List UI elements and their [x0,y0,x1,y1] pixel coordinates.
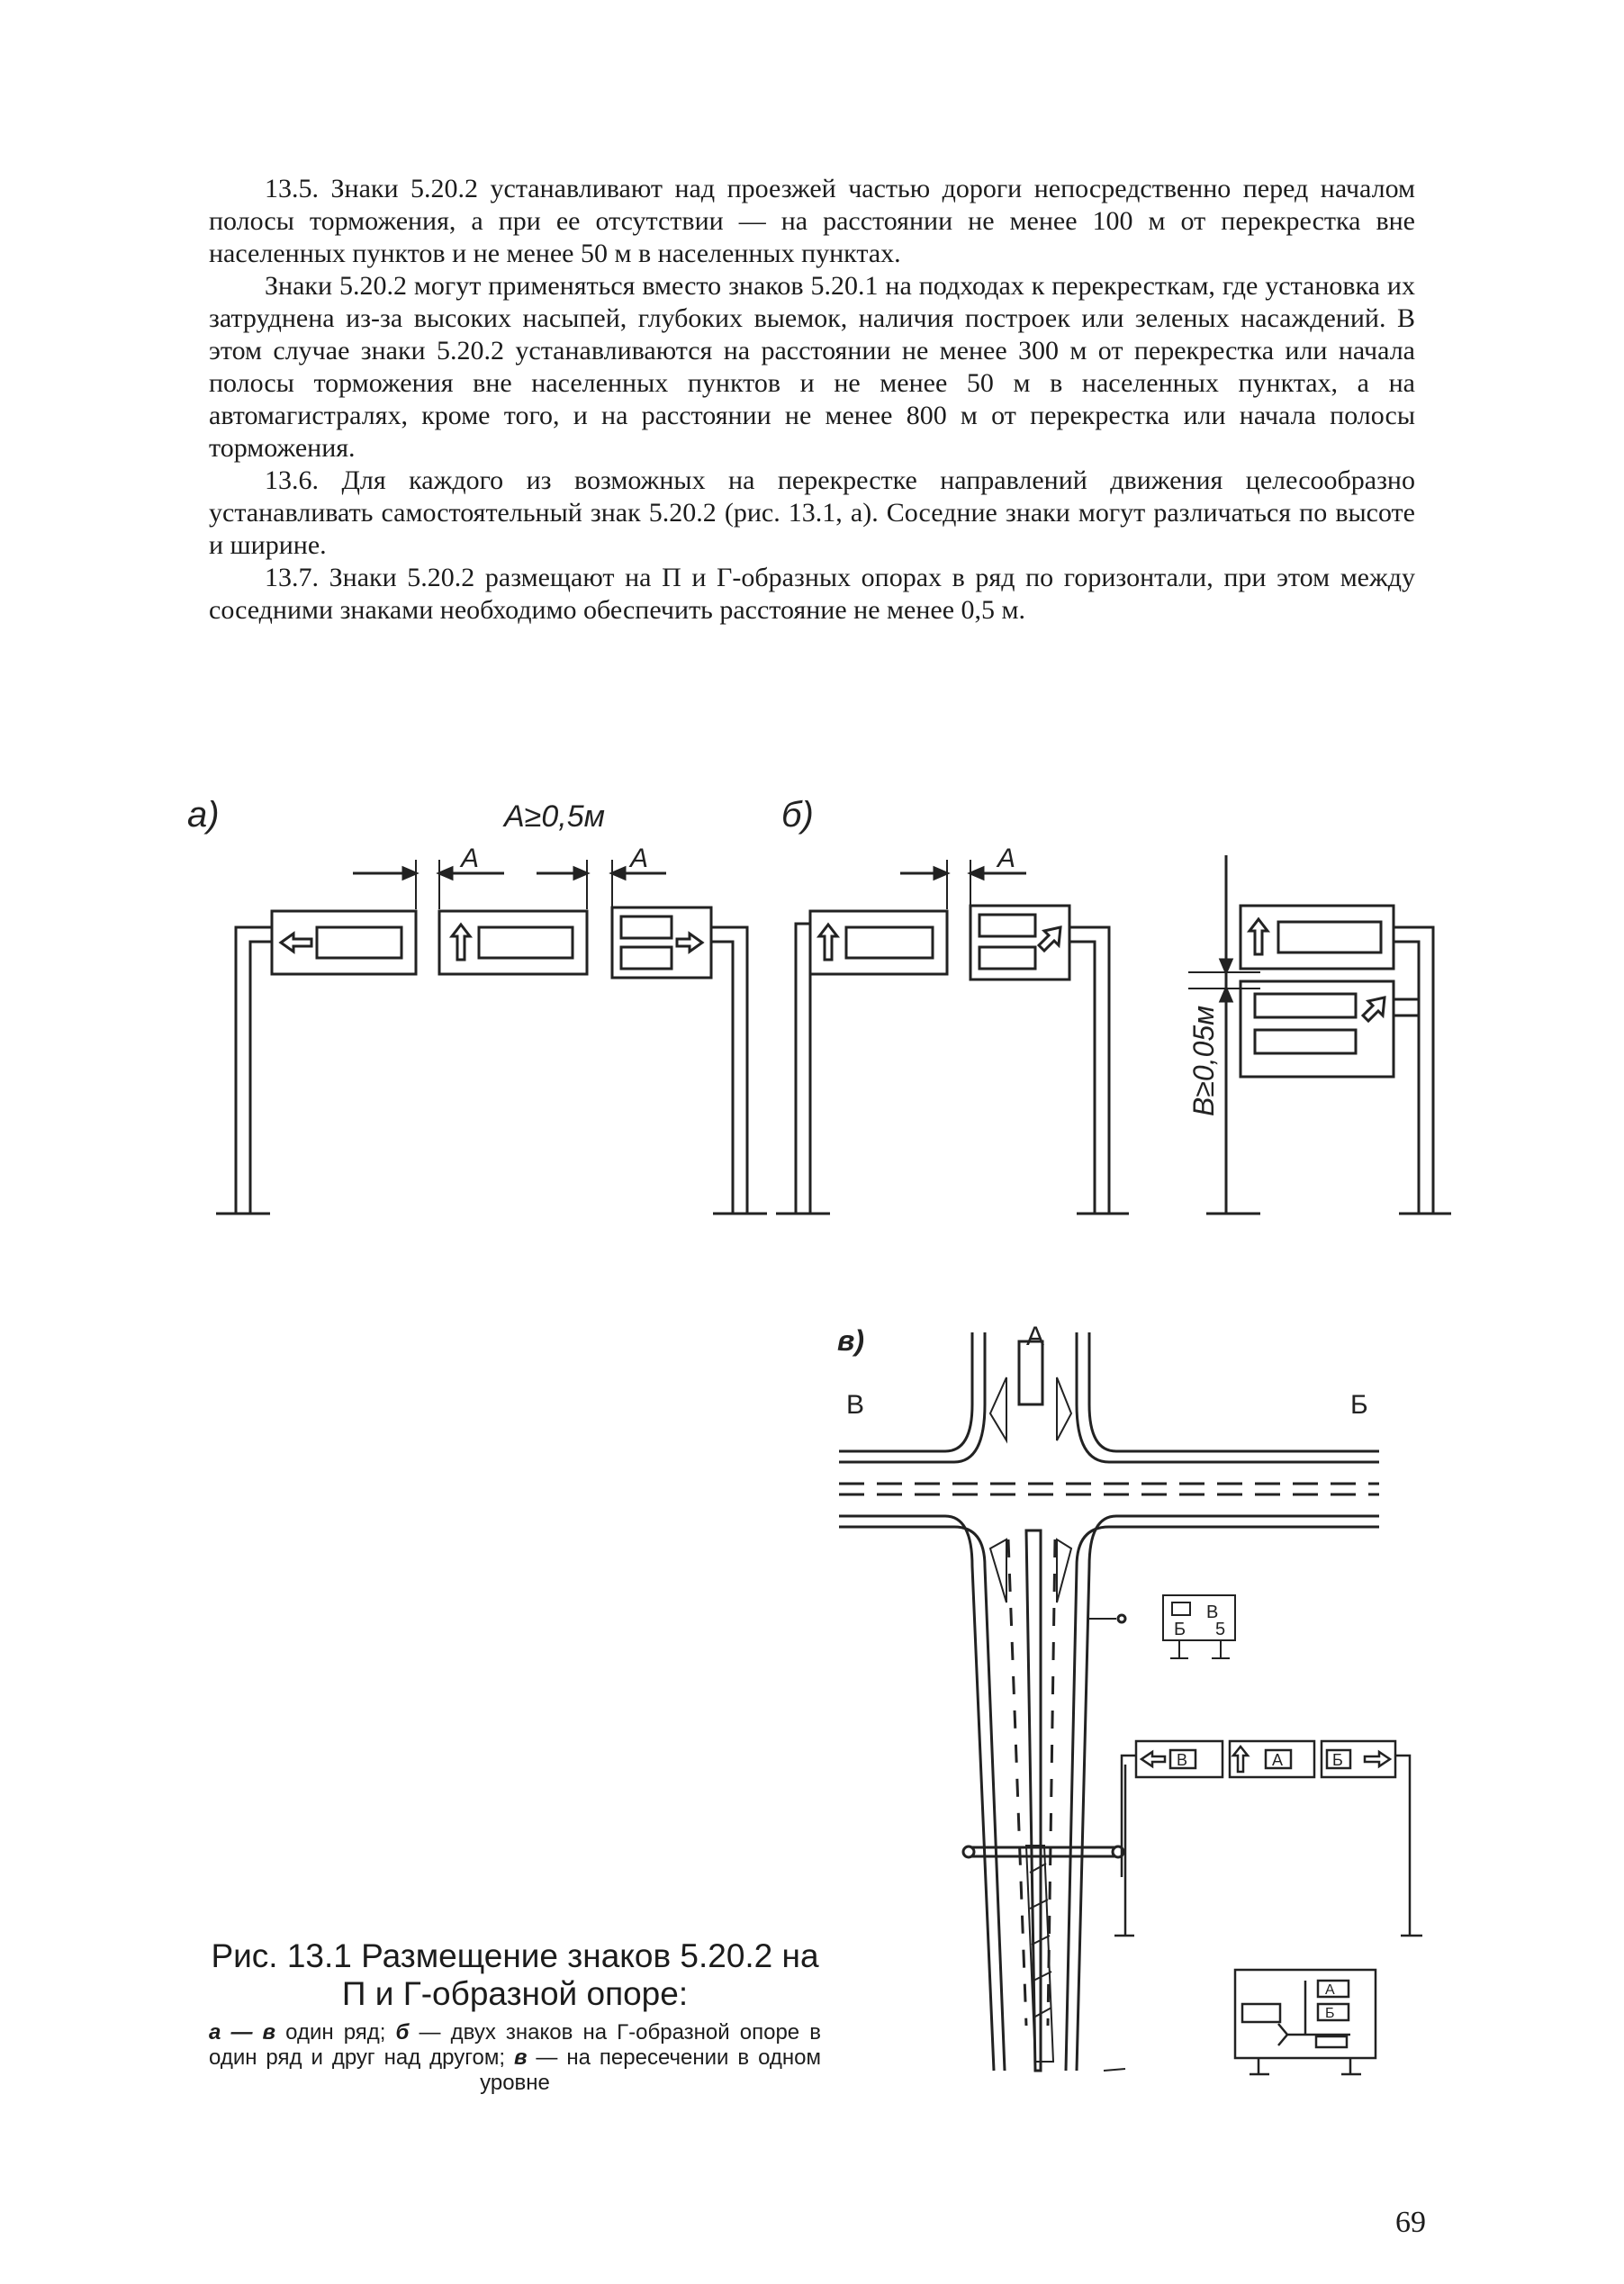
caption-text-v: — на пересечении в одном уровне [480,2045,821,2095]
small-sign-b: Б [1174,1620,1186,1639]
dim-letter-a2: А [630,844,649,873]
sign-b-right-box1 [979,915,1035,936]
large-sign-b: Б [1325,2006,1335,2021]
caption-legend [209,2020,821,2096]
large-scheme-sign [1235,1970,1376,2074]
caption-text-a: один ряд; [275,2020,396,2045]
road-label-b: Б [1350,1390,1368,1420]
sign-a-right-box1 [621,916,672,938]
small-direction-sign [1163,1595,1235,1658]
arrow-right-icon [1365,1752,1390,1766]
p-support-b [776,924,1129,1214]
label-a: а) [187,795,220,835]
caption-text-b: — двух знаков на Г-образной опоре в один ряд и друг над другом; [209,2020,822,2070]
dim-a-right [537,844,666,909]
sign-b-right-box2 [979,947,1035,969]
arrow-up-right-icon [1363,998,1385,1021]
sign-b-left-box [846,927,933,958]
gantry-box-b: Б [1332,1751,1343,1769]
sign-b-stacked-bottom-box2 [1255,1030,1356,1053]
paragraph-13-5-cont: Знаки 5.20.2 могут применяться вместо знаков 5.20.1 на подходах к перекресткам, где установка их затруднена из-за высоких насыпей, глубоких выемок, наличия построек или зеленых насаждений. В этом случае знаки 5.20.2 устанавливаются на расстоянии не менее 300 м от перекрестка или начала полосы торможения вне населенных пунктов и не менее 50 м в населенных пунктах, а на автомагистралях, кроме того, и на расстоянии не менее 800 м от перекрестка или начала полосы торможения. [209,271,1415,463]
dim-b-vertical-label: В≥0,05м [1187,1005,1220,1116]
caption-key-v: в [513,2045,528,2070]
sign-a-left-box [317,927,401,958]
dim-b-vertical [1187,954,1260,1116]
dim-letter-b: А [997,844,1016,873]
sign-a-middle-box [479,927,573,958]
small-sign-num: 5 [1215,1620,1226,1639]
arrow-left-icon [281,934,311,952]
p-support-a [216,927,767,1214]
page-number: 69 [1395,2206,1426,2239]
dim-letter-a1: А [461,844,480,873]
arrow-up-right-icon [1039,927,1060,951]
arrow-up-icon [1233,1747,1248,1772]
arrow-up-icon [819,925,837,960]
arrow-right-icon [677,934,702,952]
dim-a-left [353,844,504,909]
arrow-up-icon [1250,919,1268,954]
caption-key-a: а — в [209,2020,276,2045]
sign-b-stacked-bottom-box1 [1255,994,1356,1017]
sign-a-left [272,911,416,974]
caption-key-b: б [395,2020,410,2045]
gantry-box-a: А [1272,1751,1284,1769]
dim-a-total: А≥0,5м [504,799,605,834]
sign-a-middle [439,911,587,974]
gantry-box-v: В [1177,1751,1188,1769]
label-b: б) [781,795,814,835]
arrow-left-icon [1141,1752,1165,1766]
g-support-stacked [1206,855,1451,1214]
small-sign-v: В [1206,1602,1219,1622]
intersection-roads [839,1332,1379,2071]
dim-b [900,844,1026,909]
gantry-three-signs [1114,1741,1422,1936]
figure-caption [209,1937,821,2096]
paragraph-13-6: 13.6. Для каждого из возможных на перекрестке направлений движения целесообразно устанавливать самостоятельный знак 5.20.2 (рис. 13.1, а). Соседние знаки могут различаться по высоте и ширине. [209,465,1415,560]
road-label-a: А [1026,1322,1045,1351]
arrow-up-icon [452,925,470,960]
paragraph-13-5: 13.5. Знаки 5.20.2 устанавливают над проезжей частью дороги непосредственно перед началом полосы торможения, а при ее отсутствии — на расстоянии не менее 100 м от перекрестка вне населенных пунктов и не менее 50 м в населенных пунктах. [209,174,1415,268]
sign-a-right [612,907,711,978]
large-sign-a: А [1325,1982,1335,1998]
road-label-v: В [846,1390,865,1420]
paragraph-13-7: 13.7. Знаки 5.20.2 размещают на П и Г-образных опорах в ряд по горизонтали, при этом между соседними знаками необходимо обеспечить расстояние не менее 0,5 м. [209,563,1415,625]
sign-a-right-box2 [621,947,672,969]
label-v: в) [837,1324,864,1357]
caption-title: Рис. 13.1 Размещение знаков 5.20.2 на П и Г-образной опоре: [211,1937,819,2012]
sign-b-stacked-top-box [1278,922,1381,952]
